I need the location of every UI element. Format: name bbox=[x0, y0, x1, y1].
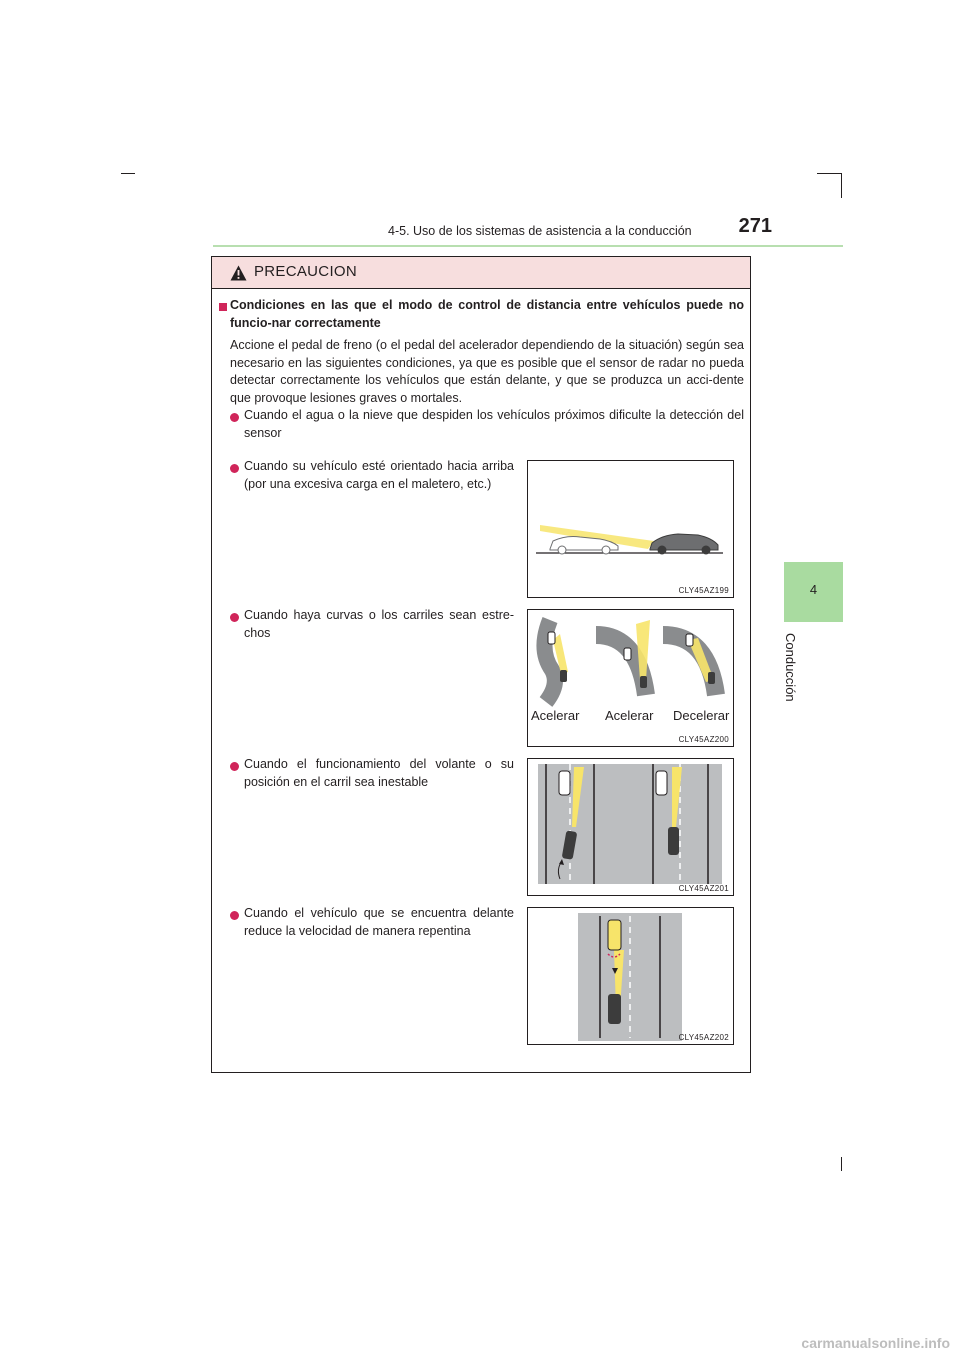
item-text: Cuando el funcionamiento del volante o su posición en el carril sea inestable bbox=[244, 757, 514, 789]
crop-mark-bottom-right bbox=[841, 1157, 842, 1171]
watermark: carmanualsonline.info bbox=[801, 1335, 950, 1351]
figure-label-decelerar: Decelerar bbox=[673, 708, 730, 723]
figure-curves bbox=[527, 609, 734, 747]
heading-bullet bbox=[219, 303, 227, 311]
item-bullet bbox=[230, 911, 239, 920]
item-bullet bbox=[230, 413, 239, 422]
figure-label-acelerar-1: Acelerar bbox=[531, 708, 580, 723]
caution-heading: Condiciones en las que el modo de control de distancia entre vehículos puede no funcio-nar correctamente bbox=[230, 298, 744, 330]
caution-box bbox=[211, 256, 751, 1073]
warning-icon bbox=[230, 265, 247, 281]
header-rule bbox=[213, 245, 843, 247]
figure-label-acelerar-2: Acelerar bbox=[605, 708, 654, 723]
item-bullet bbox=[230, 464, 239, 473]
item-text: Cuando el vehículo que se encuentra delante reduce la velocidad de manera repentina bbox=[244, 906, 514, 938]
illustration-sudden-braking bbox=[528, 908, 734, 1045]
chapter-label-text: Conducción bbox=[783, 633, 798, 702]
figure-code: CLY45AZ202 bbox=[678, 1033, 729, 1042]
illustration-curves bbox=[528, 610, 734, 710]
figure-vehicle-tilted bbox=[527, 460, 734, 598]
caution-header bbox=[212, 257, 750, 289]
chapter-label bbox=[785, 633, 799, 707]
crop-mark-top-left bbox=[121, 173, 135, 174]
figure-unstable-lane bbox=[527, 758, 734, 896]
item-text: Cuando su vehículo esté orientado hacia arriba (por una excesiva carga en el maletero, etc.) bbox=[244, 459, 514, 491]
figure-code: CLY45AZ201 bbox=[678, 884, 729, 893]
chapter-number: 4 bbox=[809, 582, 818, 597]
crop-mark-top-right-v bbox=[841, 173, 842, 198]
page-header bbox=[215, 212, 842, 244]
item-bullet bbox=[230, 613, 239, 622]
item-text: Cuando el agua o la nieve que despiden los vehículos próximos dificulte la detección del sensor bbox=[244, 408, 744, 440]
caution-title: PRECAUCION bbox=[254, 263, 358, 280]
section-title: 4-5. Uso de los sistemas de asistencia a la conducción bbox=[388, 224, 692, 238]
item-bullet bbox=[230, 762, 239, 771]
chapter-tab bbox=[784, 562, 843, 622]
figure-code: CLY45AZ199 bbox=[678, 586, 729, 595]
caution-paragraph: Accione el pedal de freno (o el pedal del acelerador dependiendo de la situación) según sea necesario en las siguientes condiciones, ya que es posible que el sensor de radar no pueda detectar correctamente los vehículos que están delante, y que se produzca un acci-dente que provoque lesiones graves o mortales. bbox=[230, 338, 744, 405]
crop-mark-top-right-h bbox=[817, 173, 842, 174]
figure-sudden-braking bbox=[527, 907, 734, 1045]
item-text: Cuando haya curvas o los carriles sean estre-chos bbox=[244, 608, 514, 640]
figure-code: CLY45AZ200 bbox=[678, 735, 729, 744]
page-number: 271 bbox=[738, 215, 772, 237]
illustration-tilted-vehicle bbox=[528, 461, 734, 598]
illustration-unstable-lane bbox=[528, 759, 734, 896]
